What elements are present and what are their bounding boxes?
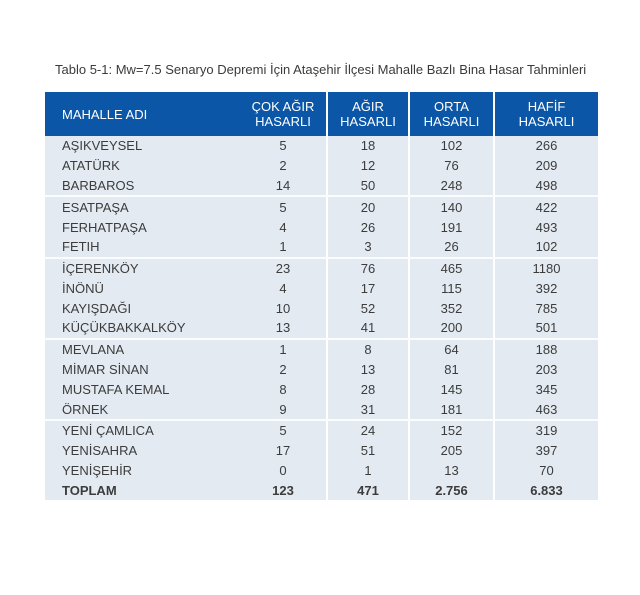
cell-very-heavy-damage: 8 bbox=[279, 381, 287, 397]
cell-moderate-damage: 200 bbox=[408, 318, 493, 338]
table-row bbox=[45, 176, 598, 198]
column-header-label: ORTA bbox=[434, 99, 469, 114]
table-header-row bbox=[45, 92, 598, 136]
cell-moderate-damage: 102 bbox=[408, 136, 493, 156]
cell-light-damage: 345 bbox=[493, 379, 598, 399]
cell-neighborhood: KAYIŞDAĞI bbox=[62, 300, 132, 316]
cell-moderate-damage: 115 bbox=[408, 278, 493, 298]
cell-heavy-damage: 471 bbox=[326, 480, 408, 500]
cell-light-damage: 501 bbox=[493, 318, 598, 338]
column-header-mahalle-adi bbox=[45, 92, 240, 136]
column-header-label: HAFİF bbox=[527, 99, 566, 114]
cell-neighborhood: BARBAROS bbox=[62, 177, 135, 193]
cell-very-heavy-damage: 17 bbox=[275, 443, 291, 459]
column-header-agir-hasarli bbox=[326, 92, 408, 136]
cell-heavy-damage: 28 bbox=[326, 379, 408, 399]
cell-heavy-damage: 76 bbox=[326, 259, 408, 279]
cell-very-heavy-damage: 23 bbox=[275, 261, 291, 277]
table-row bbox=[45, 399, 598, 421]
cell-neighborhood: TOPLAM bbox=[62, 482, 117, 498]
cell-very-heavy-damage: 10 bbox=[275, 300, 291, 316]
cell-moderate-damage: 26 bbox=[408, 237, 493, 257]
column-header-cok-agir-hasarli bbox=[240, 92, 326, 136]
cell-neighborhood: YENİSAHRA bbox=[62, 443, 138, 459]
cell-very-heavy-damage: 2 bbox=[279, 158, 287, 174]
cell-very-heavy-damage: 123 bbox=[272, 482, 294, 498]
cell-moderate-damage: 181 bbox=[408, 399, 493, 419]
cell-moderate-damage: 64 bbox=[408, 340, 493, 360]
cell-light-damage: 188 bbox=[493, 340, 598, 360]
cell-heavy-damage: 41 bbox=[326, 318, 408, 338]
cell-very-heavy-damage: 5 bbox=[279, 138, 287, 154]
cell-light-damage: 1180 bbox=[493, 259, 598, 279]
cell-very-heavy-damage: 1 bbox=[279, 239, 287, 255]
table-row bbox=[45, 360, 598, 380]
cell-neighborhood: YENİŞEHİR bbox=[62, 462, 133, 478]
cell-light-damage: 463 bbox=[493, 399, 598, 419]
cell-light-damage: 498 bbox=[493, 176, 598, 196]
table-row bbox=[45, 340, 598, 360]
cell-moderate-damage: 152 bbox=[408, 421, 493, 441]
cell-neighborhood: MİMAR SİNAN bbox=[62, 361, 149, 377]
cell-neighborhood: ÖRNEK bbox=[62, 401, 109, 417]
cell-light-damage: 209 bbox=[493, 156, 598, 176]
cell-heavy-damage: 17 bbox=[326, 278, 408, 298]
damage-table bbox=[45, 92, 598, 500]
cell-moderate-damage: 81 bbox=[408, 360, 493, 380]
table-row bbox=[45, 480, 598, 500]
cell-neighborhood: YENİ ÇAMLICA bbox=[62, 423, 154, 439]
cell-heavy-damage: 20 bbox=[326, 197, 408, 217]
cell-light-damage: 493 bbox=[493, 217, 598, 237]
cell-very-heavy-damage: 5 bbox=[279, 423, 287, 439]
cell-neighborhood: FERHATPAŞA bbox=[62, 219, 147, 235]
table-row bbox=[45, 237, 598, 259]
column-header-label: AĞIR bbox=[352, 99, 384, 114]
cell-heavy-damage: 8 bbox=[326, 340, 408, 360]
cell-very-heavy-damage: 4 bbox=[279, 219, 287, 235]
cell-neighborhood: MEVLANA bbox=[62, 342, 125, 358]
table-row bbox=[45, 259, 598, 279]
column-header-label: HASARLI bbox=[340, 114, 396, 129]
cell-neighborhood: AŞIKVEYSEL bbox=[62, 138, 143, 154]
cell-neighborhood: ESATPAŞA bbox=[62, 199, 129, 215]
cell-light-damage: 266 bbox=[493, 136, 598, 156]
cell-light-damage: 319 bbox=[493, 421, 598, 441]
column-header-label: MAHALLE ADI bbox=[62, 106, 148, 122]
cell-light-damage: 6.833 bbox=[493, 480, 598, 500]
cell-heavy-damage: 24 bbox=[326, 421, 408, 441]
table-row bbox=[45, 156, 598, 176]
cell-moderate-damage: 13 bbox=[408, 461, 493, 481]
column-header-hafif-hasarli bbox=[493, 92, 598, 136]
table-row bbox=[45, 441, 598, 461]
table-row bbox=[45, 197, 598, 217]
cell-heavy-damage: 26 bbox=[326, 217, 408, 237]
cell-light-damage: 397 bbox=[493, 441, 598, 461]
cell-light-damage: 70 bbox=[493, 461, 598, 481]
cell-very-heavy-damage: 2 bbox=[279, 361, 287, 377]
cell-heavy-damage: 50 bbox=[326, 176, 408, 196]
table-row bbox=[45, 379, 598, 399]
column-header-label: HASARLI bbox=[423, 114, 480, 129]
cell-neighborhood: FETIH bbox=[62, 239, 100, 255]
cell-very-heavy-damage: 4 bbox=[279, 280, 287, 296]
cell-very-heavy-damage: 14 bbox=[275, 177, 291, 193]
column-header-label: HASARLI bbox=[255, 114, 311, 129]
cell-moderate-damage: 465 bbox=[408, 259, 493, 279]
cell-heavy-damage: 18 bbox=[326, 136, 408, 156]
table-row bbox=[45, 278, 598, 298]
cell-very-heavy-damage: 9 bbox=[279, 401, 287, 417]
cell-neighborhood: ATATÜRK bbox=[62, 158, 120, 174]
table-body bbox=[45, 136, 598, 500]
cell-moderate-damage: 205 bbox=[408, 441, 493, 461]
cell-heavy-damage: 13 bbox=[326, 360, 408, 380]
column-header-label: HASARLI bbox=[518, 114, 575, 129]
cell-very-heavy-damage: 13 bbox=[275, 320, 291, 336]
cell-light-damage: 422 bbox=[493, 197, 598, 217]
cell-heavy-damage: 3 bbox=[326, 237, 408, 257]
cell-light-damage: 203 bbox=[493, 360, 598, 380]
cell-light-damage: 785 bbox=[493, 298, 598, 318]
cell-moderate-damage: 248 bbox=[408, 176, 493, 196]
column-header-orta-hasarli bbox=[408, 92, 493, 136]
cell-neighborhood: KÜÇÜKBAKKALKÖY bbox=[62, 320, 186, 336]
table-row bbox=[45, 421, 598, 441]
cell-heavy-damage: 52 bbox=[326, 298, 408, 318]
table-row bbox=[45, 461, 598, 481]
cell-heavy-damage: 31 bbox=[326, 399, 408, 419]
cell-moderate-damage: 191 bbox=[408, 217, 493, 237]
cell-heavy-damage: 51 bbox=[326, 441, 408, 461]
cell-moderate-damage: 145 bbox=[408, 379, 493, 399]
table-row bbox=[45, 136, 598, 156]
cell-neighborhood: MUSTAFA KEMAL bbox=[62, 381, 170, 397]
cell-neighborhood: İNÖNÜ bbox=[62, 280, 104, 296]
cell-moderate-damage: 76 bbox=[408, 156, 493, 176]
cell-neighborhood: İÇERENKÖY bbox=[62, 261, 139, 277]
table-row bbox=[45, 217, 598, 237]
cell-very-heavy-damage: 5 bbox=[279, 199, 287, 215]
column-header-label: ÇOK AĞIR bbox=[251, 99, 315, 114]
table-caption: Tablo 5-1: Mw=7.5 Senaryo Depremi İçin Ataşehir İlçesi Mahalle Bazlı Bina Hasar Tahminleri bbox=[55, 62, 587, 77]
cell-heavy-damage: 1 bbox=[326, 461, 408, 481]
cell-very-heavy-damage: 0 bbox=[279, 462, 287, 478]
cell-moderate-damage: 2.756 bbox=[408, 480, 493, 500]
cell-heavy-damage: 12 bbox=[326, 156, 408, 176]
cell-light-damage: 102 bbox=[493, 237, 598, 257]
cell-moderate-damage: 140 bbox=[408, 197, 493, 217]
cell-very-heavy-damage: 1 bbox=[279, 342, 287, 358]
cell-moderate-damage: 352 bbox=[408, 298, 493, 318]
table-row bbox=[45, 318, 598, 340]
cell-light-damage: 392 bbox=[493, 278, 598, 298]
table-row bbox=[45, 298, 598, 318]
